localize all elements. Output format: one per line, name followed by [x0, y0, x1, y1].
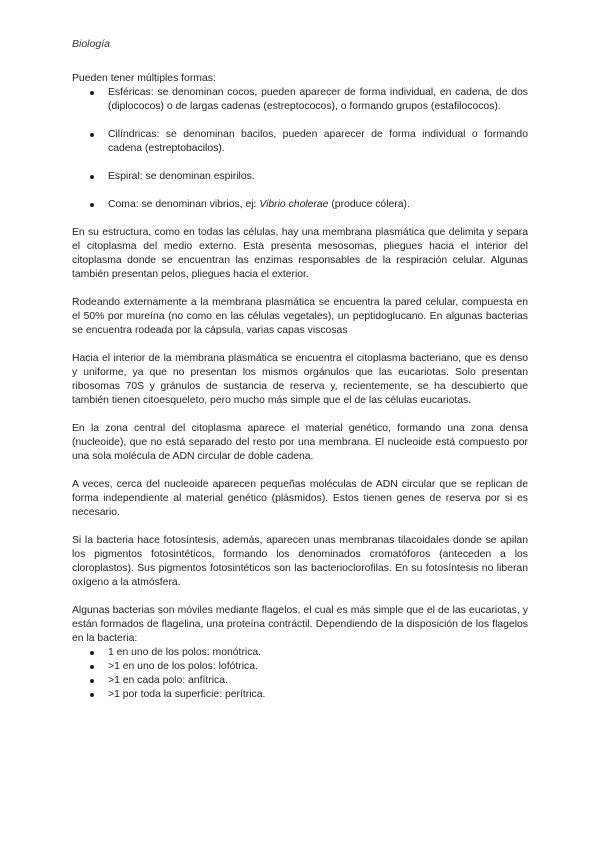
paragraph-plasmids: A veces, cerca del nucleoide aparecen pequeñas moléculas de ADN circular que se replican de forma independiente al material genético (plásmidos). Estos tienen genes de reserva por si es necesario.	[72, 479, 528, 518]
list-item: Espiral: se denominan espirilos.	[72, 170, 528, 184]
paragraph-cell-wall: Rodeando externamente a la membrana plasmática se encuentra la pared celular, compuesta en el 50% por mureína (no como en las células vegetales), un peptidoglucano. En algunas bacterias se encuentra rodeada por la cápsula, varias capas viscosas	[72, 297, 528, 336]
forms-intro: Pueden tener múltiples formas:	[72, 73, 216, 84]
bullet-icon	[90, 665, 94, 669]
bullet-icon	[90, 133, 94, 137]
paragraph-photosynthesis: Si la bacteria hace fotosíntesis, además, aparecen unas membranas tilacoidales donde se apilan los pigmentos fotosintéticos, formando los denominados cromatóforos (anteceden a los cloroplastos). Sus pigmentos fotosintéticos son las bacterioclorofilas. En su fotosíntesis no liberan oxígeno a la atmósfera.	[72, 535, 528, 588]
bullet-icon	[90, 91, 94, 95]
list-item: Cilíndricas: se denominan bacilos, pueden aparecer de forma individual o formando cadena (estreptobacilos).	[72, 128, 528, 156]
document-body	[72, 72, 528, 702]
list-item: 1 en uno de los polos: monótrica.	[72, 646, 528, 660]
bullet-icon	[90, 679, 94, 683]
list-item: >1 en uno de los polos: lofótrica.	[72, 660, 528, 674]
forms-list	[72, 86, 528, 212]
list-item: >1 por toda la superficie: perítrica.	[72, 688, 528, 702]
bullet-icon	[90, 693, 94, 697]
paragraph-cytoplasm: Hacia el interior de la membrana plasmática se encuentra el citoplasma bacteriano, que es denso y uniforme, ya que no presentan los mismos orgánulos que las eucariotas. Solo presentan ribosomas 70S y gránulos de sustancia de reserva y, recientemente, se ha descubierto que también tienen citoesqueleto, pero mucho más simple que el de las células eucariotas.	[72, 353, 528, 406]
page-header-subject: Biología	[72, 38, 110, 50]
list-item: Coma: se denominan vibrios, ej: Vibrio cholerae (produce cólera).	[72, 198, 528, 212]
flagella-list	[72, 646, 528, 702]
bullet-icon	[90, 203, 94, 207]
paragraph-nucleoid: En la zona central del citoplasma aparece el material genético, formando una zona densa (nucleoide), que no está separado del resto por una membrana. El nucleoide está compuesto por una sola molécula de ADN circular de doble cadena.	[72, 423, 528, 462]
paragraph-membrane: En su estructura, como en todas las células, hay una membrana plasmática que delimita y separa el citoplasma del medio externo. Esta presenta mesosomas, pliegues hacia el interior del citoplasma donde se encuentran las enzimas responsables de la respiración celular. Algunas también presentan pelos, pliegues hacia el exterior.	[72, 227, 528, 280]
species-name: Vibrio cholerae	[259, 199, 329, 210]
paragraph-flagella: Algunas bacterias son móviles mediante flagelos, el cual es más simple que el de las eucariotas, y están formados de flagelina, una proteína contráctil. Dependiendo de la disposición de los flagelos en la bacteria:	[72, 605, 528, 644]
list-item: >1 en cada polo: anfítrica.	[72, 674, 528, 688]
bullet-icon	[90, 651, 94, 655]
bullet-icon	[90, 175, 94, 179]
list-item: Esféricas: se denominan cocos, pueden aparecer de forma individual, en cadena, de dos (diplococos) o de largas cadenas (estreptococos), o formando grupos (estafilococos).	[72, 86, 528, 114]
